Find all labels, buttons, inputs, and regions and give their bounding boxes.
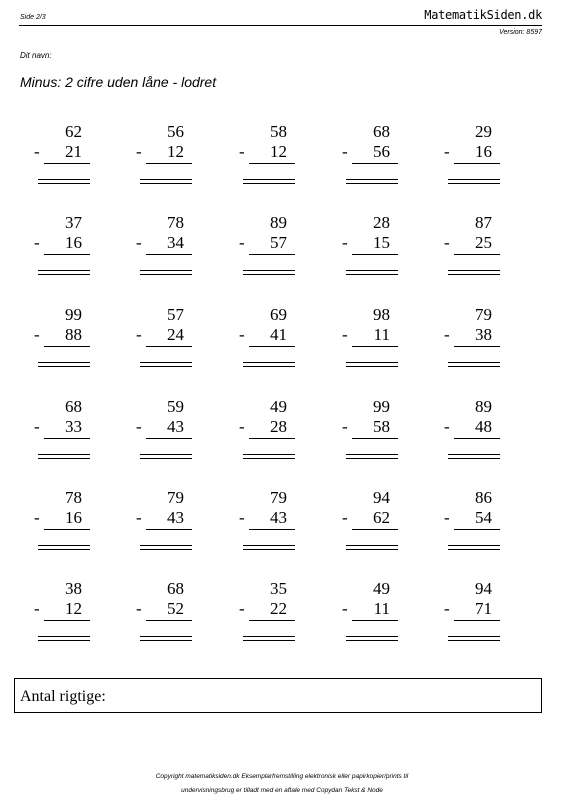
answer-field[interactable] <box>243 545 295 550</box>
answer-field[interactable] <box>448 545 500 550</box>
sum-line <box>249 254 295 255</box>
minuend: 56 <box>167 122 184 141</box>
minuend: 87 <box>475 213 492 232</box>
subtrahend: 57 <box>270 233 287 252</box>
page-label: Side 2/3 <box>20 14 46 21</box>
subtrahend: 52 <box>167 599 184 618</box>
subtraction-problem <box>225 489 305 569</box>
subtraction-problem <box>20 398 100 478</box>
answer-field[interactable] <box>448 179 500 184</box>
answer-field[interactable] <box>243 454 295 459</box>
subtrahend: 12 <box>167 142 184 161</box>
minuend: 35 <box>270 579 287 598</box>
subtraction-problem <box>430 306 510 386</box>
minus-sign: - <box>136 325 142 344</box>
sum-line <box>352 163 398 164</box>
subtraction-problem <box>328 398 408 478</box>
answer-field[interactable] <box>346 636 398 641</box>
minus-sign: - <box>34 417 40 436</box>
subtraction-problem <box>430 123 510 203</box>
minuend: 58 <box>270 122 287 141</box>
subtraction-problem <box>328 580 408 660</box>
answer-field[interactable] <box>140 545 192 550</box>
sum-line <box>146 620 192 621</box>
subtraction-problem <box>122 306 202 386</box>
minuend: 68 <box>167 579 184 598</box>
subtraction-problem <box>430 398 510 478</box>
minus-sign: - <box>342 599 348 618</box>
minuend: 68 <box>373 122 390 141</box>
sum-line <box>352 346 398 347</box>
minuend: 29 <box>475 122 492 141</box>
subtrahend: 62 <box>373 508 390 527</box>
sum-line <box>44 346 90 347</box>
minus-sign: - <box>34 325 40 344</box>
subtrahend: 22 <box>270 599 287 618</box>
subtrahend: 16 <box>65 508 82 527</box>
subtrahend: 88 <box>65 325 82 344</box>
minus-sign: - <box>34 508 40 527</box>
subtrahend: 54 <box>475 508 492 527</box>
subtraction-problem <box>122 398 202 478</box>
minus-sign: - <box>444 599 450 618</box>
answer-field[interactable] <box>346 179 398 184</box>
minus-sign: - <box>34 233 40 252</box>
answer-field[interactable] <box>38 179 90 184</box>
subtraction-problem <box>430 214 510 294</box>
version-label: Version: 8597 <box>499 29 542 36</box>
subtrahend: 48 <box>475 417 492 436</box>
answer-field[interactable] <box>243 270 295 275</box>
minuend: 49 <box>373 579 390 598</box>
subtraction-problem <box>20 489 100 569</box>
subtraction-problem <box>20 123 100 203</box>
sum-line <box>44 163 90 164</box>
sum-line <box>454 346 500 347</box>
sum-line <box>249 438 295 439</box>
sum-line <box>249 529 295 530</box>
subtrahend: 12 <box>65 599 82 618</box>
site-logo[interactable]: MatematikSiden.dk <box>424 8 542 22</box>
minus-sign: - <box>342 417 348 436</box>
sum-line <box>454 254 500 255</box>
minus-sign: - <box>136 508 142 527</box>
minuend: 57 <box>167 305 184 324</box>
minus-sign: - <box>444 142 450 161</box>
answer-field[interactable] <box>448 362 500 367</box>
sum-line <box>146 346 192 347</box>
sum-line <box>249 163 295 164</box>
minus-sign: - <box>239 325 245 344</box>
subtrahend: 43 <box>167 417 184 436</box>
answer-field[interactable] <box>140 179 192 184</box>
minuend: 49 <box>270 397 287 416</box>
subtrahend: 24 <box>167 325 184 344</box>
subtraction-problem <box>430 580 510 660</box>
subtrahend: 12 <box>270 142 287 161</box>
subtrahend: 38 <box>475 325 492 344</box>
minuend: 89 <box>270 213 287 232</box>
subtrahend: 43 <box>270 508 287 527</box>
minus-sign: - <box>136 142 142 161</box>
worksheet-title: Minus: 2 cifre uden låne - lodret <box>20 74 217 90</box>
minus-sign: - <box>136 417 142 436</box>
subtrahend: 56 <box>373 142 390 161</box>
minuend: 79 <box>475 305 492 324</box>
answer-field[interactable] <box>448 454 500 459</box>
sum-line <box>44 529 90 530</box>
answer-field[interactable] <box>38 454 90 459</box>
minuend: 28 <box>373 213 390 232</box>
subtraction-problem <box>225 306 305 386</box>
answer-field[interactable] <box>140 636 192 641</box>
sum-line <box>352 620 398 621</box>
copyright-line-2: undervisningsbrug er tilladt med en aftale med Copydan Tekst & Node <box>181 787 383 794</box>
subtraction-problem <box>430 489 510 569</box>
answer-field[interactable] <box>38 636 90 641</box>
sum-line <box>352 254 398 255</box>
minus-sign: - <box>444 417 450 436</box>
answer-field[interactable] <box>38 545 90 550</box>
sum-line <box>454 620 500 621</box>
sum-line <box>44 254 90 255</box>
minuend: 68 <box>65 397 82 416</box>
subtrahend: 58 <box>373 417 390 436</box>
sum-line <box>249 620 295 621</box>
minus-sign: - <box>239 142 245 161</box>
sum-line <box>44 438 90 439</box>
subtraction-problem <box>328 489 408 569</box>
subtrahend: 41 <box>270 325 287 344</box>
subtrahend: 33 <box>65 417 82 436</box>
subtraction-problem <box>328 123 408 203</box>
minuend: 62 <box>65 122 82 141</box>
subtrahend: 25 <box>475 233 492 252</box>
answer-field[interactable] <box>140 270 192 275</box>
copyright-footer <box>0 770 564 798</box>
subtraction-problem <box>225 214 305 294</box>
minus-sign: - <box>239 508 245 527</box>
minus-sign: - <box>342 142 348 161</box>
subtraction-problem <box>20 214 100 294</box>
answer-field[interactable] <box>448 636 500 641</box>
score-label: Antal rigtige: <box>20 688 106 705</box>
sum-line <box>454 438 500 439</box>
minuend: 78 <box>65 488 82 507</box>
minus-sign: - <box>239 417 245 436</box>
subtrahend: 28 <box>270 417 287 436</box>
answer-field[interactable] <box>346 362 398 367</box>
minuend: 94 <box>373 488 390 507</box>
sum-line <box>454 163 500 164</box>
subtrahend: 11 <box>373 599 390 618</box>
sum-line <box>146 254 192 255</box>
subtraction-problem <box>328 306 408 386</box>
subtraction-problem <box>225 123 305 203</box>
answer-field[interactable] <box>346 454 398 459</box>
answer-field[interactable] <box>243 362 295 367</box>
answer-field[interactable] <box>346 270 398 275</box>
minuend: 99 <box>65 305 82 324</box>
answer-field[interactable] <box>140 454 192 459</box>
score-box[interactable] <box>14 678 542 713</box>
minuend: 69 <box>270 305 287 324</box>
subtraction-problem <box>20 306 100 386</box>
answer-field[interactable] <box>346 545 398 550</box>
minus-sign: - <box>444 233 450 252</box>
minuend: 79 <box>270 488 287 507</box>
subtraction-problem <box>20 580 100 660</box>
subtraction-problem <box>122 123 202 203</box>
minus-sign: - <box>342 508 348 527</box>
answer-field[interactable] <box>38 362 90 367</box>
minus-sign: - <box>342 233 348 252</box>
subtraction-problem <box>225 398 305 478</box>
sum-line <box>146 438 192 439</box>
minuend: 89 <box>475 397 492 416</box>
minuend: 59 <box>167 397 184 416</box>
subtrahend: 16 <box>475 142 492 161</box>
answer-field[interactable] <box>243 179 295 184</box>
subtrahend: 71 <box>475 599 492 618</box>
subtrahend: 34 <box>167 233 184 252</box>
minus-sign: - <box>34 599 40 618</box>
minuend: 38 <box>65 579 82 598</box>
minus-sign: - <box>136 599 142 618</box>
minuend: 79 <box>167 488 184 507</box>
minuend: 99 <box>373 397 390 416</box>
answer-field[interactable] <box>140 362 192 367</box>
minus-sign: - <box>444 325 450 344</box>
sum-line <box>454 529 500 530</box>
minus-sign: - <box>239 233 245 252</box>
copyright-line-1: Copyright matematiksiden.dk Eksemplarfremstilling elektronisk eller papirkopier/prints til <box>155 773 409 780</box>
minuend: 98 <box>373 305 390 324</box>
name-label: Dit navn: <box>20 51 52 60</box>
subtraction-problem <box>122 489 202 569</box>
minuend: 86 <box>475 488 492 507</box>
sum-line <box>146 163 192 164</box>
minuend: 37 <box>65 213 82 232</box>
subtrahend: 43 <box>167 508 184 527</box>
minus-sign: - <box>34 142 40 161</box>
subtrahend: 15 <box>373 233 390 252</box>
sum-line <box>352 529 398 530</box>
answer-field[interactable] <box>38 270 90 275</box>
sum-line <box>146 529 192 530</box>
subtrahend: 16 <box>65 233 82 252</box>
subtrahend: 11 <box>373 325 390 344</box>
minuend: 78 <box>167 213 184 232</box>
subtraction-problem <box>328 214 408 294</box>
minus-sign: - <box>239 599 245 618</box>
minus-sign: - <box>444 508 450 527</box>
minus-sign: - <box>342 325 348 344</box>
subtraction-problem <box>225 580 305 660</box>
answer-field[interactable] <box>243 636 295 641</box>
minus-sign: - <box>136 233 142 252</box>
sum-line <box>44 620 90 621</box>
sum-line <box>249 346 295 347</box>
answer-field[interactable] <box>448 270 500 275</box>
sum-line <box>352 438 398 439</box>
subtraction-problem <box>122 214 202 294</box>
subtrahend: 21 <box>65 142 82 161</box>
minuend: 94 <box>475 579 492 598</box>
subtraction-problem <box>122 580 202 660</box>
